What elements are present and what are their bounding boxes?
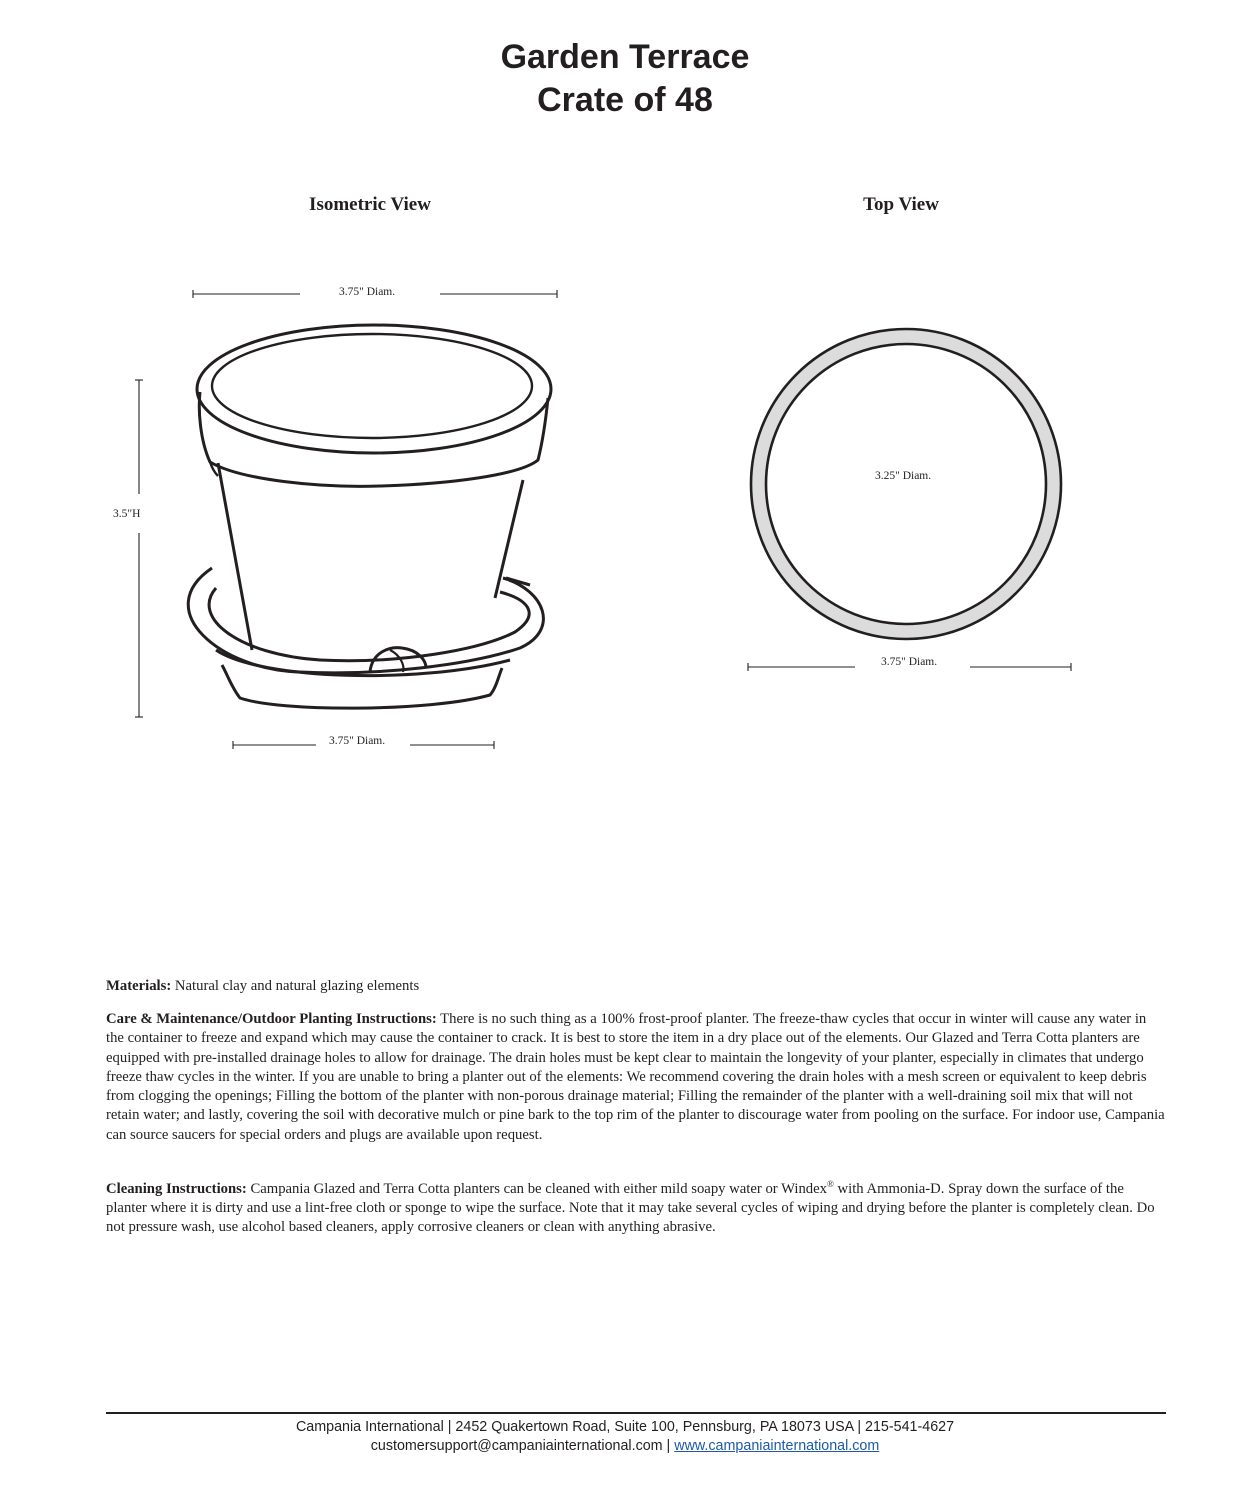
iso-top-diameter-label: 3.75" Diam. — [339, 286, 396, 298]
materials-label: Materials: — [106, 978, 172, 994]
footer-website-link[interactable]: www.campaniainternational.com — [674, 1438, 880, 1454]
footer-email[interactable]: customersupport@campaniainternational.com — [370, 1438, 663, 1454]
care-label: Care & Maintenance/Outdoor Planting Instructions: — [106, 1011, 437, 1027]
ring-inner — [766, 344, 1046, 624]
iso-height-label: 3.5"H — [113, 508, 141, 520]
top-outer-diameter-label: 3.75" Diam. — [881, 656, 938, 668]
pot-rim-outer — [197, 325, 551, 453]
saucer-outer-rim — [188, 568, 543, 673]
saucer-inner-rim — [209, 588, 529, 661]
footer-contact — [0, 1437, 1250, 1455]
cleaning-label: Cleaning Instructions: — [106, 1180, 247, 1197]
materials-section — [106, 977, 1166, 996]
page-subtitle: Crate of 48 — [537, 81, 713, 119]
pot-left-side — [218, 463, 252, 650]
registered-mark: ® — [827, 1179, 834, 1189]
care-section — [106, 1010, 1166, 1145]
footer-divider — [106, 1412, 1166, 1414]
page-title: Garden Terrace — [500, 38, 750, 76]
top-inner-diameter-label: 3.25" Diam. — [875, 470, 932, 482]
care-text: There is no such thing as a 100% frost-proof planter. The freeze-thaw cycles that occur in winter will cause any water in the container to freeze and expand which may cause the container to crack. It is best to store the item in a dry place out of the elements. Our Glazed and Terra Cotta planters are equipped with pre-installed drainage holes to allow for drainage. The drain holes must be kept clear to maintain the longevity of your planter, especially in climates that undergo freeze thaw cycles in the winter. If you are unable to bring a planter out of the elements: We recommend covering the drain holes with a mesh screen or equivalent to keep debris from clogging the openings; Filling the bottom of the planter with non-porous drainage material; Filling the remainder of the planter with a well-draining soil mix that will not retain water; and lastly, covering the soil with decorative mulch or pine bark to the top rim of the planter to discourage water from pooling on the surface. For indoor use, Campania can source saucers for special orders and plugs are available upon request. — [106, 1011, 1165, 1143]
cleaning-text-after: with Ammonia-D. Spray down the surface of the planter where it is dirty and use a lint-free cloth or sponge to wipe the surface. Note that it may take several cycles of wiping and drying before the planter is completely clean. Do not pressure wash, use alcohol based cleaners, apply corrosive cleaners or clean with anything abrasive. — [106, 1180, 1155, 1236]
isometric-view-label: Isometric View — [309, 194, 431, 215]
top-view-ring — [751, 329, 1061, 639]
pot-rim-inner — [212, 334, 532, 438]
isometric-planter — [188, 325, 551, 708]
materials-text: Natural clay and natural glazing elements — [174, 978, 420, 994]
cleaning-section — [106, 1175, 1166, 1238]
top-view-label: Top View — [863, 194, 939, 215]
iso-bottom-diameter-label: 3.75" Diam. — [329, 735, 386, 747]
footer-separator: | — [662, 1438, 675, 1454]
footer-address: Campania International | 2452 Quakertown Road, Suite 100, Pennsburg, PA 18073 USA | 215-541-4627 — [295, 1419, 955, 1435]
cleaning-text-before: Campania Glazed and Terra Cotta planters can be cleaned with either mild soapy water or Windex — [250, 1180, 828, 1197]
